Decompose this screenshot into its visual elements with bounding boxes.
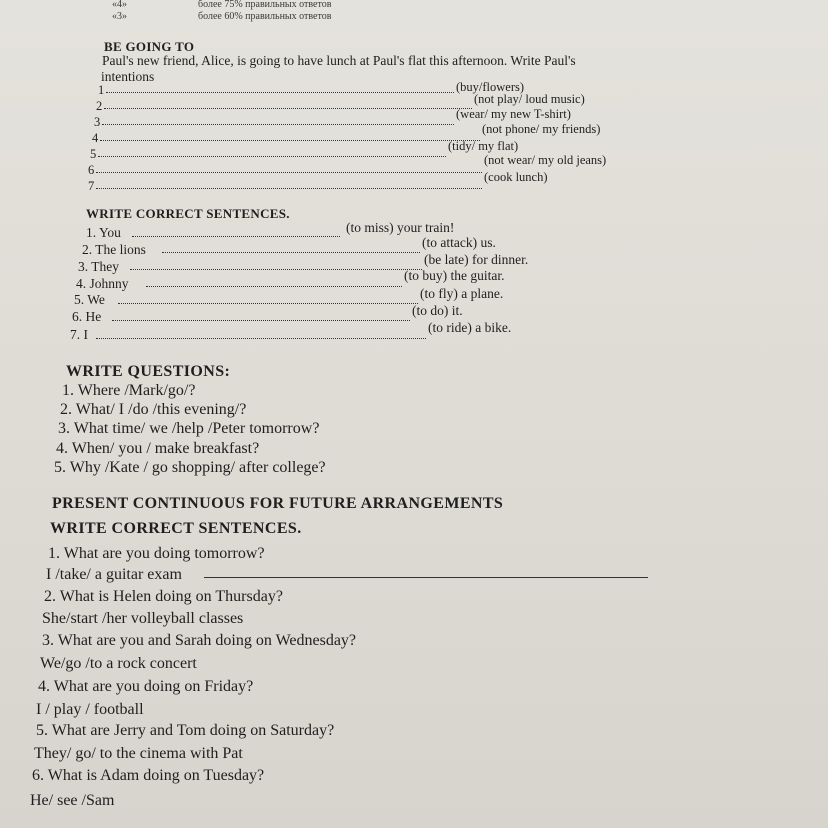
arrangement-prompt: He/ see /Sam xyxy=(30,792,115,809)
verb-hint: (be late) for dinner. xyxy=(424,252,529,267)
answer-blank[interactable] xyxy=(112,320,410,321)
arrangement-prompt: They/ go/ to the cinema with Pat xyxy=(34,745,243,762)
answer-blank[interactable] xyxy=(118,303,418,304)
write-questions-heading: WRITE QUESTIONS: xyxy=(66,363,231,380)
verb-hint: (to buy) the guitar. xyxy=(404,268,505,283)
question-item: 4. When/ you / make breakfast? xyxy=(56,440,260,457)
answer-blank[interactable] xyxy=(104,108,472,109)
arrangement-prompt: We/go /to a rock concert xyxy=(40,655,197,672)
answer-blank[interactable] xyxy=(96,172,482,173)
arrangement-prompt: She/start /her volleyball classes xyxy=(42,610,244,627)
sentence-start: 4. Johnny xyxy=(76,276,129,291)
answer-blank[interactable] xyxy=(100,140,480,141)
verb-hint: (to do) it. xyxy=(412,303,463,318)
write-correct-heading: WRITE CORRECT SENTENCES. xyxy=(86,206,290,221)
grade-4-text: более 75% правильных ответов xyxy=(198,0,332,10)
arrangement-question: 4. What are you doing on Friday? xyxy=(38,678,254,695)
item-number: 1 xyxy=(98,83,105,97)
grade-3: «3» xyxy=(112,11,127,22)
answer-blank[interactable] xyxy=(106,92,454,93)
sentence-start: 1. You xyxy=(86,225,121,240)
verb-hint: (to fly) a plane. xyxy=(420,286,504,301)
answer-blank[interactable] xyxy=(96,338,426,339)
verb-hint: (tidy/ my flat) xyxy=(448,139,519,153)
be-going-to-heading: BE GOING TO xyxy=(104,39,195,54)
answer-blank[interactable] xyxy=(146,286,402,287)
question-item: 3. What time/ we /help /Peter tomorrow? xyxy=(58,420,320,437)
arrangement-question: 1. What are you doing tomorrow? xyxy=(48,545,265,562)
be-going-to-instruction-2: intentions xyxy=(101,69,155,84)
verb-hint: (cook lunch) xyxy=(484,170,548,184)
item-number: 2 xyxy=(96,99,103,113)
be-going-to-instruction: Paul's new friend, Alice, is going to have lunch at Paul's flat this afternoon. Write Paul's xyxy=(102,53,576,68)
item-number: 3 xyxy=(94,115,101,129)
arrangement-question: 3. What are you and Sarah doing on Wednesday? xyxy=(42,632,357,649)
answer-line[interactable] xyxy=(204,577,648,578)
grade-3-text: более 60% правильных ответов xyxy=(198,11,332,22)
verb-hint: (wear/ my new T-shirt) xyxy=(456,107,571,121)
arrangement-question: 2. What is Helen doing on Thursday? xyxy=(44,588,283,605)
sentence-start: 3. They xyxy=(78,259,119,274)
present-continuous-heading: PRESENT CONTINUOUS FOR FUTURE ARRANGEMENTS xyxy=(52,495,504,512)
answer-blank[interactable] xyxy=(162,252,420,253)
answer-blank[interactable] xyxy=(132,236,340,237)
sentence-start: 5. We xyxy=(74,292,105,307)
verb-hint: (not phone/ my friends) xyxy=(482,122,601,136)
item-number: 7 xyxy=(88,179,95,193)
question-item: 1. Where /Mark/go/? xyxy=(62,382,196,399)
verb-hint: (to ride) a bike. xyxy=(428,320,512,335)
question-item: 5. Why /Kate / go shopping/ after college? xyxy=(54,459,326,476)
arrangement-prompt: I / play / football xyxy=(36,701,144,718)
sentence-start: 7. I xyxy=(70,327,88,342)
item-number: 5 xyxy=(90,147,97,161)
answer-blank[interactable] xyxy=(130,269,422,270)
verb-hint: (buy/flowers) xyxy=(456,80,525,94)
write-correct-heading-2: WRITE CORRECT SENTENCES. xyxy=(50,520,302,537)
item-number: 4 xyxy=(92,131,99,145)
verb-hint: (not wear/ my old jeans) xyxy=(484,153,607,167)
answer-blank[interactable] xyxy=(98,156,446,157)
grade-4: «4» xyxy=(112,0,127,10)
answer-blank[interactable] xyxy=(102,124,454,125)
arrangement-question: 6. What is Adam doing on Tuesday? xyxy=(32,767,265,784)
answer-blank[interactable] xyxy=(96,188,482,189)
arrangement-question: 5. What are Jerry and Tom doing on Saturday? xyxy=(36,722,335,739)
arrangement-prompt: I /take/ a guitar exam xyxy=(46,566,182,583)
item-number: 6 xyxy=(88,163,95,177)
verb-hint: (not play/ loud music) xyxy=(474,92,585,106)
sentence-start: 2. The lions xyxy=(82,242,146,257)
verb-hint: (to attack) us. xyxy=(422,235,496,250)
sentence-start: 6. He xyxy=(72,309,102,324)
question-item: 2. What/ I /do /this evening/? xyxy=(60,401,247,418)
verb-hint: (to miss) your train! xyxy=(346,220,455,235)
